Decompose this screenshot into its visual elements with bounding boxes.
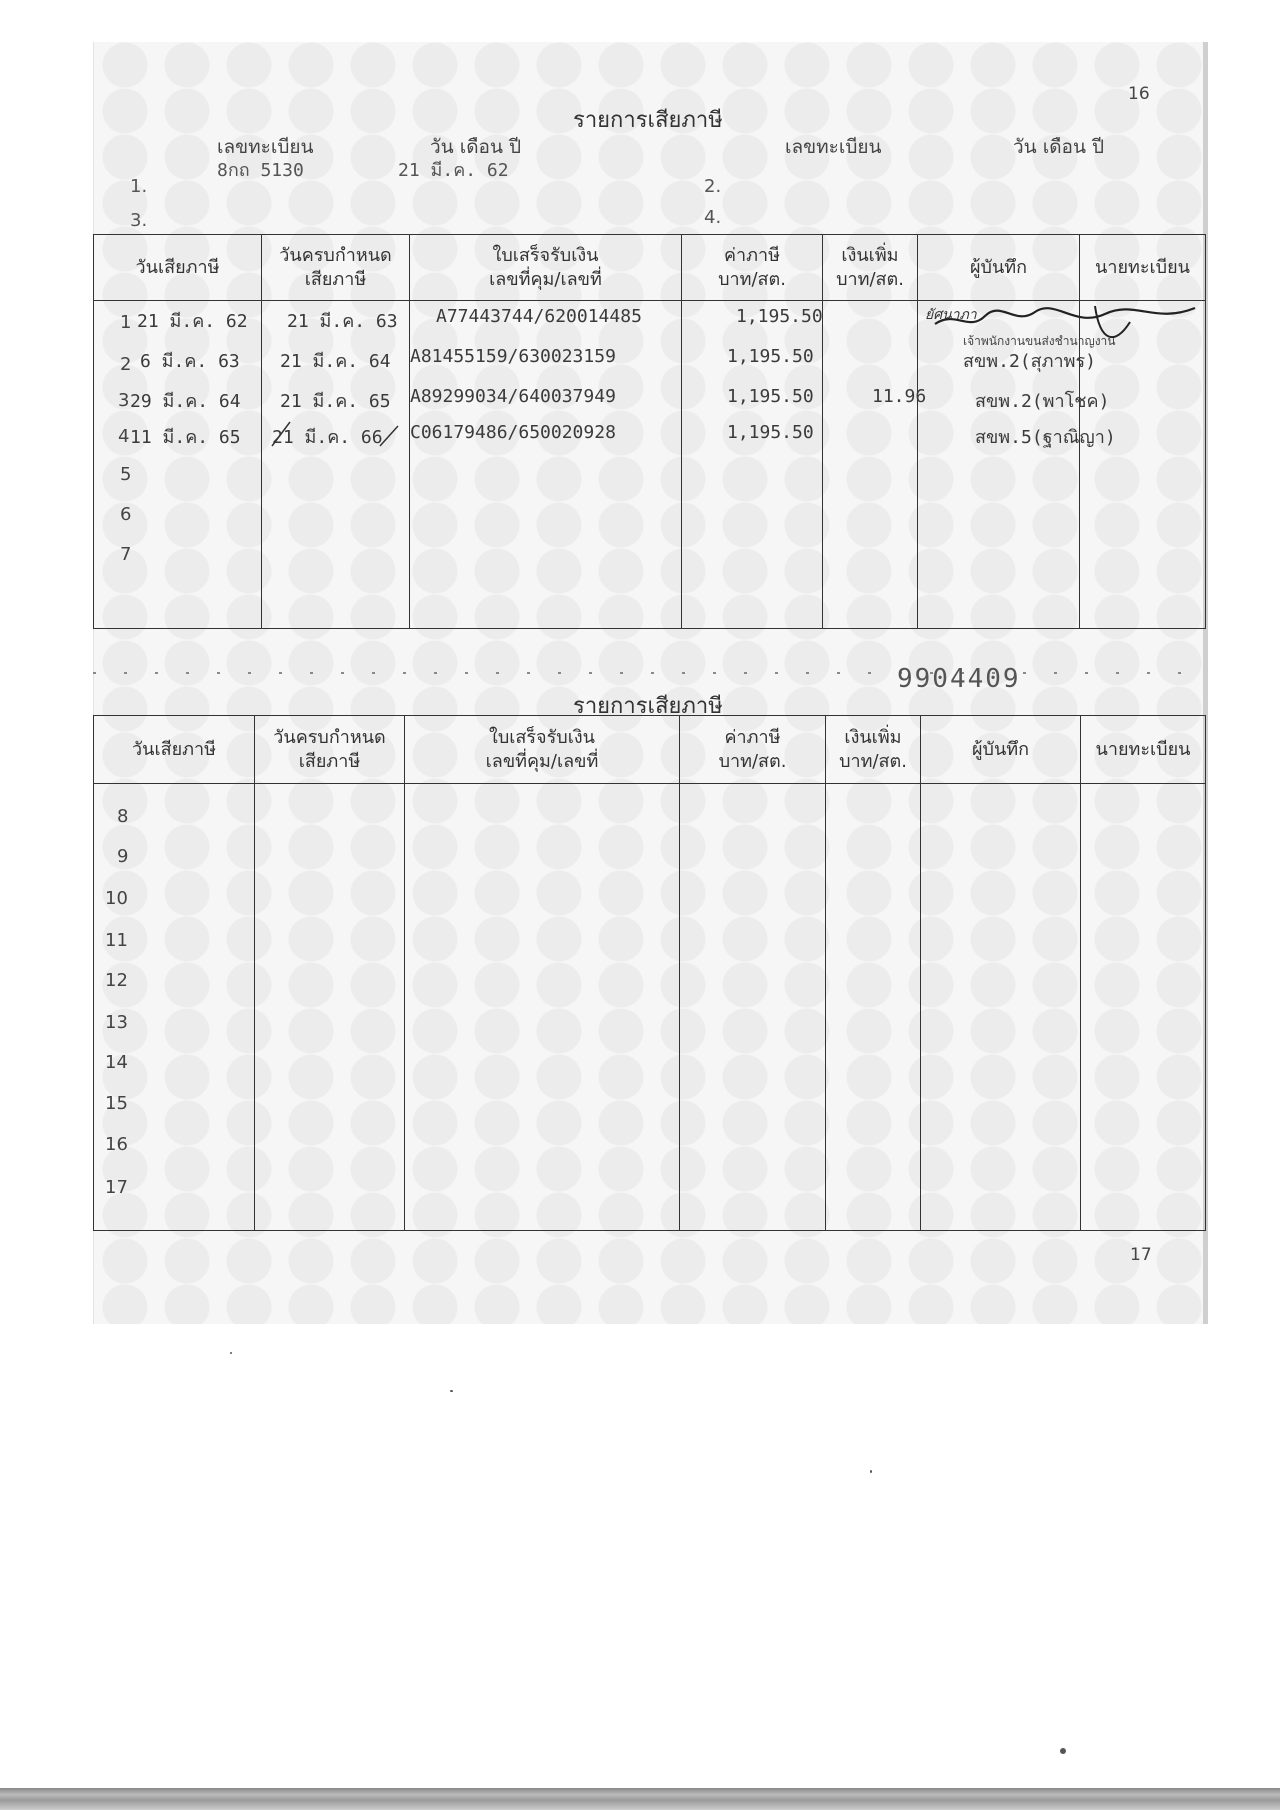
due-date: 21 มี.ค. 66 [272,427,383,448]
row-number: 3 [118,390,130,411]
row-number: 4 [118,426,130,447]
row-number: 13 [105,1012,128,1033]
row-number: 5 [120,464,132,485]
row-number: 2 [120,354,132,375]
due-date: 21 มี.ค. 64 [280,351,391,372]
col-tax: ค่าภาษี บาท/สต. [680,716,826,784]
col-registrar: นายทะเบียน [1080,235,1206,301]
paid-date: 11 มี.ค. 65 [130,427,241,448]
item-1: 1. [130,176,148,197]
col-due-date: วันครบกำหนด เสียภาษี [262,235,410,301]
reg-header-2: เลขทะเบียน [785,136,882,158]
due-date: 21 มี.ค. 65 [280,391,391,412]
row-number: 1 [120,312,132,333]
signature-name: ยัศนาภา [925,307,977,323]
tax-amount: 1,195.50 [736,306,823,327]
date-value-1: 21 มี.ค. 62 [398,160,509,181]
row-number: 14 [105,1052,128,1073]
row-number: 6 [120,504,132,525]
paid-date: 6 มี.ค. 63 [140,351,240,372]
row-number: 7 [120,544,132,565]
upper-title: รายการเสียภาษี [573,108,723,133]
col-receipt: ใบเสร็จรับเงิน เลขที่คุม/เลขที่ [405,716,680,784]
scan-edge-bar [0,1788,1280,1810]
reg-value-1: 8กถ 5130 [217,160,304,181]
item-3: 3. [130,210,148,231]
row-number: 15 [105,1093,128,1114]
scan-speck [870,1470,872,1473]
tax-table-lower [93,715,1206,1231]
row-number: 12 [105,970,128,991]
item-4: 4. [704,207,722,228]
scan-speck [1060,1748,1066,1754]
col-recorder: ผู้บันทึก [918,235,1080,301]
perforation-line [93,665,1205,681]
col-tax: ค่าภาษี บาท/สต. [682,235,823,301]
reg-header-1: เลขทะเบียน [217,136,314,158]
row-number: 9 [117,846,129,867]
col-due-date: วันครบกำหนด เสียภาษี [255,716,405,784]
page-number-top: 16 [1128,84,1150,104]
col-recorder: ผู้บันทึก [921,716,1081,784]
receipt-number: A89299034/640037949 [410,386,616,407]
tax-amount: 1,195.50 [727,346,814,367]
tax-amount: 1,195.50 [727,422,814,443]
lower-title: รายการเสียภาษี [573,694,723,719]
strike-mark [268,418,408,450]
receipt-number: C06179486/650020928 [410,422,616,443]
scan-speck [450,1390,453,1392]
col-extra: เงินเพิ่ม บาท/สต. [826,716,921,784]
date-header-2: วัน เดือน ปี [1013,136,1105,158]
receipt-number: A81455159/630023159 [410,346,616,367]
row-number: 16 [105,1134,128,1155]
extra-amount: 11.96 [872,386,927,407]
scan-speck [230,1352,232,1354]
serial-number: 9904409 [897,664,1021,694]
row-number: 8 [117,806,129,827]
col-extra: เงินเพิ่ม บาท/สต. [823,235,918,301]
receipt-number: A77443744/620014485 [436,306,642,327]
col-paid-date: วันเสียภาษี [94,716,255,784]
recorder-name: สขพ.2(สุภาพร) [963,351,1096,372]
page-number-bottom: 17 [1130,1245,1152,1265]
row-number: 10 [105,888,128,909]
col-paid-date: วันเสียภาษี [94,235,262,301]
item-2: 2. [704,176,722,197]
officer-stamp [925,302,1205,350]
recorder-name: สขพ.2(พาโชค) [975,391,1110,412]
date-header-1: วัน เดือน ปี [430,136,522,158]
col-receipt: ใบเสร็จรับเงิน เลขที่คุม/เลขที่ [410,235,682,301]
officer-title: เจ้าพนักงานขนส่งชำนาญงาน [963,334,1116,348]
paid-date: 29 มี.ค. 64 [130,391,241,412]
tax-amount: 1,195.50 [727,386,814,407]
row-number: 11 [105,930,128,951]
paid-date: 21 มี.ค. 62 [137,311,248,332]
recorder-name: สขพ.5(ฐาณิญา) [975,427,1116,448]
col-registrar: นายทะเบียน [1081,716,1206,784]
row-number: 17 [105,1177,128,1198]
due-date: 21 มี.ค. 63 [287,311,398,332]
